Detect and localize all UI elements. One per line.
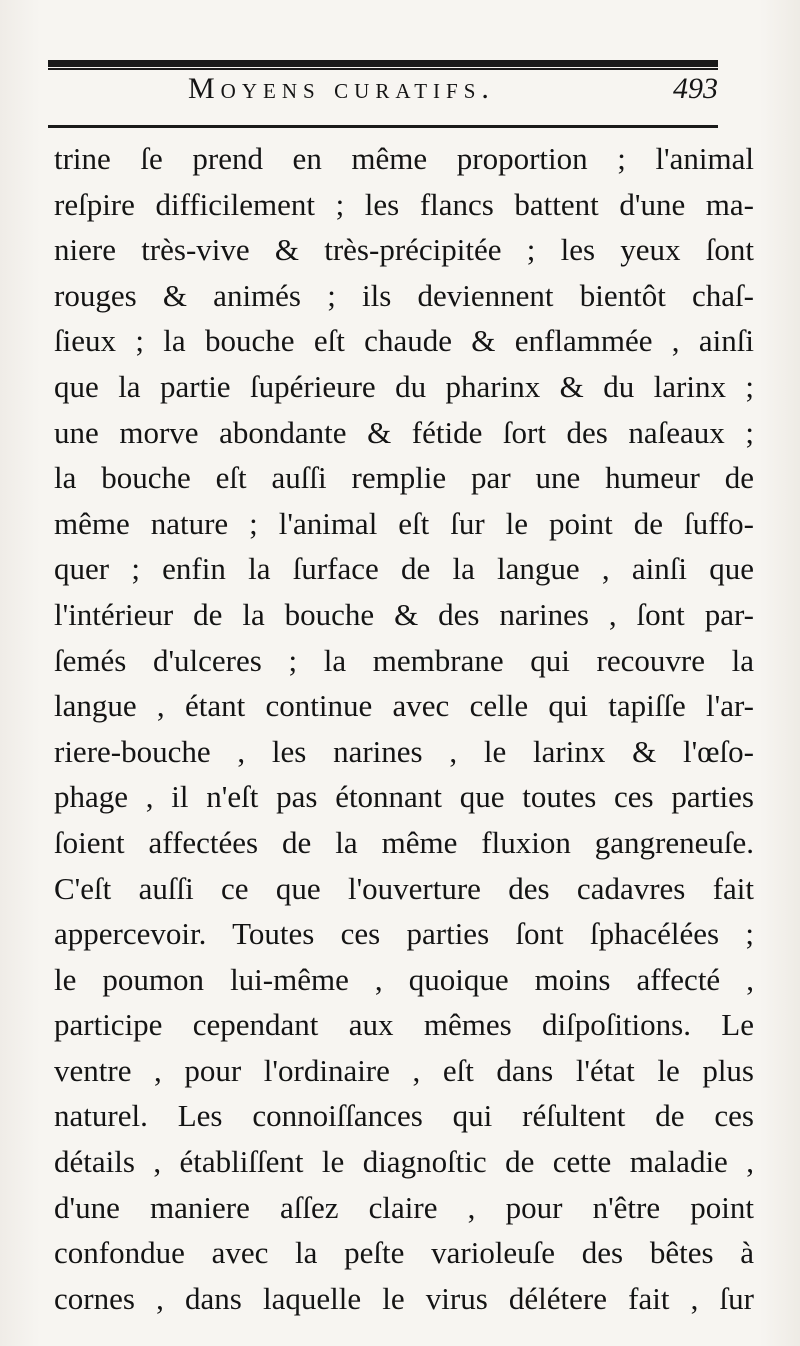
text-line: riere-bouche , les narines , le larinx & l'œſo- — [54, 733, 754, 769]
text-line: même nature ; l'animal eſt ſur le point de ſuffo- — [54, 505, 754, 541]
text-line: participe cependant aux mêmes diſpoſitions. Le — [54, 1007, 754, 1043]
text-line: C'eſt auſſi ce que l'ouverture des cadavres fait — [54, 870, 754, 906]
text-line: le poumon lui-même , quoique moins affecté , — [54, 961, 754, 997]
text-line: quer ; enfin la ſurface de la langue , ainſi que — [54, 551, 754, 587]
text-line: confondue avec la peſte varioleuſe des bêtes à — [54, 1235, 754, 1271]
top-double-rule — [48, 60, 718, 67]
text-line: ventre , pour l'ordinaire , eſt dans l'état le plus — [54, 1052, 754, 1088]
text-line: reſpire difficilement ; les flancs battent d'une ma- — [54, 186, 754, 222]
text-line: langue , étant continue avec celle qui tapiſſe l'ar- — [54, 688, 754, 724]
text-line: phage , il n'eſt pas étonnant que toutes ces parties — [54, 779, 754, 815]
text-line: la bouche eſt auſſi remplie par une humeur de — [54, 460, 754, 496]
text-line: naturel. Les connoiſſances qui réſultent de ces — [54, 1098, 754, 1134]
header-rule — [48, 125, 718, 128]
text-line: rouges & animés ; ils deviennent bientôt chaſ- — [54, 277, 754, 313]
page-header — [48, 72, 718, 118]
text-line: niere très-vive & très-précipitée ; les yeux ſont — [54, 232, 754, 268]
running-head: Moyens curatifs. — [188, 72, 495, 105]
text-line: que la partie ſupérieure du pharinx & du larinx ; — [54, 368, 754, 404]
body-text — [54, 136, 754, 1321]
text-line: ſemés d'ulceres ; la membrane qui recouvre la — [54, 642, 754, 678]
text-line: trine ſe prend en même proportion ; l'animal — [54, 141, 754, 176]
text-line: ſoient affectées de la même fluxion gangreneuſe. — [54, 824, 754, 860]
text-line: d'une maniere aſſez claire , pour n'être point — [54, 1189, 754, 1225]
text-line: une morve abondante & fétide ſort des naſeaux ; — [54, 414, 754, 450]
text-line: cornes , dans laquelle le virus délétere fait , ſur — [54, 1280, 754, 1316]
text-line: l'intérieur de la bouche & des narines , ſont par- — [54, 596, 754, 632]
text-line: détails , établiſſent le diagnoſtic de cette maladie , — [54, 1144, 754, 1180]
text-line: appercevoir. Toutes ces parties ſont ſphacélées ; — [54, 916, 754, 952]
text-line: ſieux ; la bouche eſt chaude & enflammée , ainſi — [54, 323, 754, 359]
page-number: 493 — [673, 72, 718, 105]
